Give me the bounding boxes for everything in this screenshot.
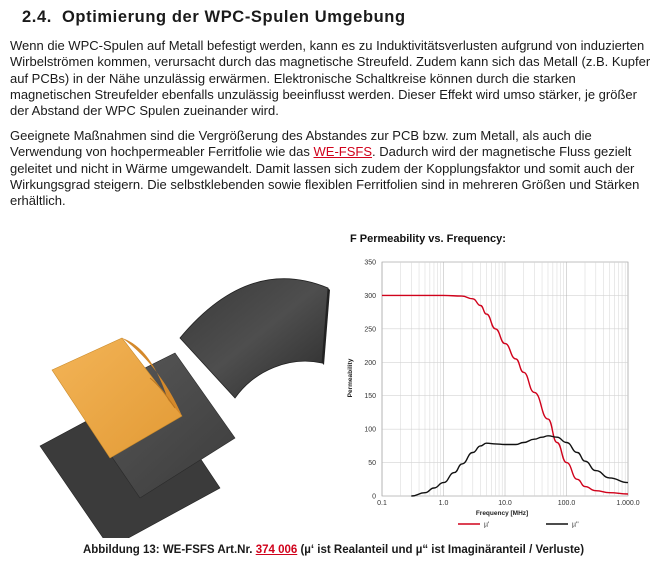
paragraph-measures-text-1: Geeignete Maßnahmen sind die Vergrößerung des Abstandes zur PCB bzw. zum Metall, als auch die Verwendung von hochpermeabler Ferritfolie wie das (10, 128, 592, 160)
y-tick-label: 200 (364, 359, 376, 367)
figure-caption (0, 544, 667, 556)
section-number: 2.4. (22, 8, 52, 26)
x-axis-ticks (377, 500, 640, 507)
ferrite-sheets-photo (30, 258, 350, 538)
paragraph-intro: Wenn die WPC-Spulen auf Metall befestigt werden, kann es zu Induktivitätsverlusten aufgrund von induzierten Wirbelströmen kommen, verursacht durch das magnetische Streufeld. Zudem kann sich das Metall (z.B. Kupfer auf PCBs) in der Nähe unzulässig erwärmen. Elektronische Schaltkreise können durch die starken magnetischen Streufelder ebenfalls unzulässig beeinflusst werden. Dieser Effekt wird umso stärker, je größer der Abstand der WPC Spulen zueinander wird. (10, 38, 651, 119)
y-tick-label: 150 (364, 393, 376, 401)
y-tick-label: 300 (364, 292, 376, 300)
legend-label: µ' (484, 521, 490, 529)
we-fsfs-link[interactable]: WE-FSFS (313, 144, 373, 160)
chart-title: F Permeability vs. Frequency: (350, 233, 506, 245)
y-axis-label: Permeability (347, 358, 354, 398)
x-tick-label: 1.000.0 (616, 500, 640, 507)
legend-label: µ'' (572, 521, 579, 529)
caption-text-2: (µ‘ ist Realanteil und µ“ ist Imaginäranteil / Verluste) (297, 544, 585, 556)
x-tick-label: 1.0 (438, 500, 449, 507)
caption-prefix: Abbildung 13 (82, 544, 156, 556)
paragraph-measures-text-2: . Dadurch wird der magnetische Fluss gezielt geleitet und nicht in Wärme umgewandelt. Damit lassen sich zudem der Kopplungsfaktor und somit auch der Wirkungsgrad steigern. Die selbstklebenden sowie flexiblen Ferritfolien sind in mehreren Größen und Stärken erhältlich. (10, 144, 640, 209)
y-axis-ticks (364, 260, 376, 501)
y-tick-label: 100 (364, 426, 376, 434)
paragraph-measures (10, 128, 654, 209)
x-tick-label: 100.0 (557, 500, 576, 507)
y-tick-label: 0 (372, 493, 376, 501)
chart-legend (458, 522, 579, 529)
article-number-link[interactable]: 374 006 (255, 544, 298, 556)
x-tick-label: 0.1 (377, 500, 387, 507)
x-tick-label: 10.0 (498, 500, 512, 507)
y-tick-label: 350 (364, 259, 376, 267)
caption-text-1: : WE-FSFS Art.Nr. (155, 544, 256, 556)
x-axis-label: Frequency [MHz] (475, 510, 529, 517)
y-tick-label: 50 (368, 460, 376, 468)
section-heading (22, 8, 406, 27)
permeability-chart (340, 228, 650, 533)
chart-grid (382, 262, 628, 496)
section-title: Optimierung der WPC-Spulen Umgebung (62, 8, 406, 26)
series-line-mu-imag (411, 436, 628, 496)
y-tick-label: 250 (364, 326, 376, 334)
